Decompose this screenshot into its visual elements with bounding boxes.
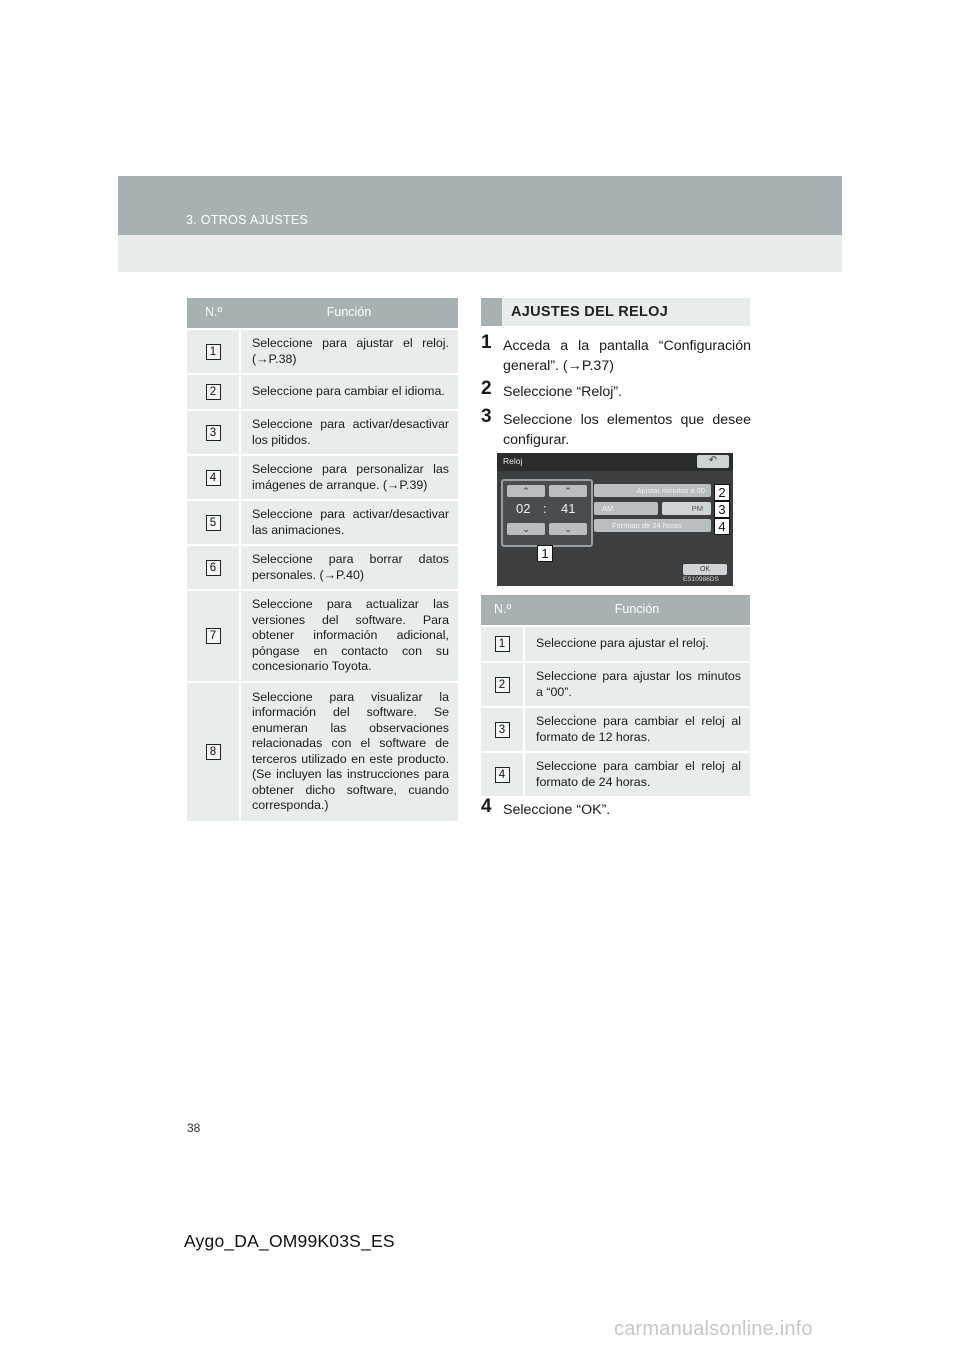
- row-number-badge: 7: [206, 628, 221, 644]
- row-number-badge: 1: [495, 636, 510, 652]
- step-number: 2: [481, 378, 492, 399]
- table-row: [481, 662, 750, 707]
- clock-adjust-panel: [501, 479, 593, 547]
- row-number-badge: 8: [206, 744, 221, 760]
- row-number-badge: 2: [495, 677, 510, 693]
- row-description: Seleccione para ajustar el reloj. (→P.38): [240, 329, 458, 374]
- chevron-up-icon: ⌃: [522, 486, 530, 496]
- minute-value: 41: [561, 501, 576, 516]
- function-table-settings: [187, 298, 458, 821]
- watermark: carmanualsonline.info: [614, 1318, 813, 1340]
- chevron-down-icon: ⌄: [564, 524, 572, 534]
- section-header-title: AJUSTES DEL RELOJ: [511, 304, 669, 320]
- row-number-badge: 1: [206, 344, 221, 360]
- row-description: Seleccione para activar/desactivar las animaciones.: [240, 500, 458, 545]
- hour-down-button[interactable]: [507, 523, 545, 535]
- row-description: Seleccione para cambiar el reloj al formato de 12 horas.: [524, 707, 750, 752]
- screen-title: Reloj: [503, 456, 523, 466]
- ok-button[interactable]: OK: [683, 564, 727, 575]
- row-description: Seleccione para activar/desactivar los pitidos.: [240, 410, 458, 455]
- back-button[interactable]: [697, 455, 729, 468]
- page-number: 38: [187, 1121, 201, 1135]
- row-description: Seleccione para ajustar el reloj.: [524, 626, 750, 662]
- callout-2: 2: [714, 484, 730, 501]
- 24h-format-button[interactable]: Formato de 24 horas: [594, 519, 711, 532]
- callout-1: 1: [537, 545, 553, 562]
- row-number-badge: 5: [206, 515, 221, 531]
- chevron-down-icon: ⌄: [522, 524, 530, 534]
- table-row: [187, 374, 458, 410]
- row-number-badge: 4: [206, 470, 221, 486]
- row-description: Seleccione para visualizar la información del software. Se enumeran las observaciones relacionadas con el software de terceros utilizado en este producto. (Se incluyen las instrucciones para obtener dicho software, cuando corresponda.): [240, 682, 458, 821]
- column-header-function: Función: [240, 298, 458, 329]
- time-separator: :: [543, 501, 547, 516]
- table-row: [187, 410, 458, 455]
- row-number-badge: 3: [206, 425, 221, 441]
- row-description: Seleccione para cambiar el reloj al formato de 24 horas.: [524, 752, 750, 796]
- pm-button[interactable]: PM: [662, 502, 711, 515]
- step-text: Seleccione “Reloj”.: [503, 384, 623, 400]
- back-arrow-icon: ↶: [708, 455, 718, 466]
- hour-up-button[interactable]: [507, 485, 545, 497]
- document-code: Aygo_DA_OM99K03S_ES: [184, 1231, 395, 1251]
- table-row: [187, 590, 458, 682]
- table-row: [187, 682, 458, 821]
- section-header-tab: [481, 298, 502, 326]
- column-header-number: N.º: [187, 298, 240, 329]
- row-description: Seleccione para borrar datos personales. (→P.40): [240, 545, 458, 590]
- column-header-number: N.º: [481, 595, 524, 626]
- table-row: [187, 545, 458, 590]
- chevron-up-icon: ⌃: [564, 486, 572, 496]
- row-description: Seleccione para personalizar las imágenes de arranque. (→P.39): [240, 455, 458, 500]
- row-number-badge: 6: [206, 560, 221, 576]
- step-item: [481, 796, 751, 820]
- table-header-row: [481, 595, 750, 626]
- step-text: Seleccione “OK”.: [503, 802, 611, 818]
- table-row: [481, 707, 750, 752]
- section-title: 3. OTROS AJUSTES: [186, 213, 309, 227]
- step-text: Seleccione los elementos que desee configurar.: [503, 412, 751, 448]
- step-number: 3: [481, 406, 492, 427]
- row-description: Seleccione para ajustar los minutos a “00”.: [524, 662, 750, 707]
- table-row: [481, 752, 750, 796]
- minute-up-button[interactable]: [549, 485, 587, 497]
- image-code: ES10986DS: [683, 576, 719, 583]
- table-header-row: [187, 298, 458, 329]
- row-number-badge: 4: [495, 767, 510, 783]
- step-number: 4: [481, 796, 492, 817]
- row-description: Seleccione para cambiar el idioma.: [240, 374, 458, 410]
- step-item: [481, 406, 751, 450]
- callout-4: 4: [714, 518, 730, 535]
- row-number-badge: 3: [495, 722, 510, 738]
- column-header-function: Función: [524, 595, 750, 626]
- step-number: 1: [481, 332, 492, 353]
- am-button[interactable]: AM: [594, 502, 658, 515]
- table-row: [481, 626, 750, 662]
- step-text: Acceda a la pantalla “Configuración general”. (→P.37): [503, 338, 751, 374]
- table-row: [187, 329, 458, 374]
- row-description: Seleccione para actualizar las versiones del software. Para obtener información adicional, póngase en contacto con su concesionario Toyota.: [240, 590, 458, 682]
- function-table-clock: [481, 595, 750, 796]
- section-header-clock: [481, 298, 750, 326]
- table-row: [187, 455, 458, 500]
- hour-value: 02: [516, 501, 531, 516]
- clock-settings-screenshot: [497, 453, 733, 586]
- row-number-badge: 2: [206, 384, 221, 400]
- callout-3: 3: [714, 501, 730, 518]
- step-item: [481, 332, 751, 376]
- minute-down-button[interactable]: [549, 523, 587, 535]
- set-minutes-zero-button[interactable]: Ajustar minutos a 00: [594, 484, 711, 497]
- table-row: [187, 500, 458, 545]
- step-item: [481, 378, 751, 402]
